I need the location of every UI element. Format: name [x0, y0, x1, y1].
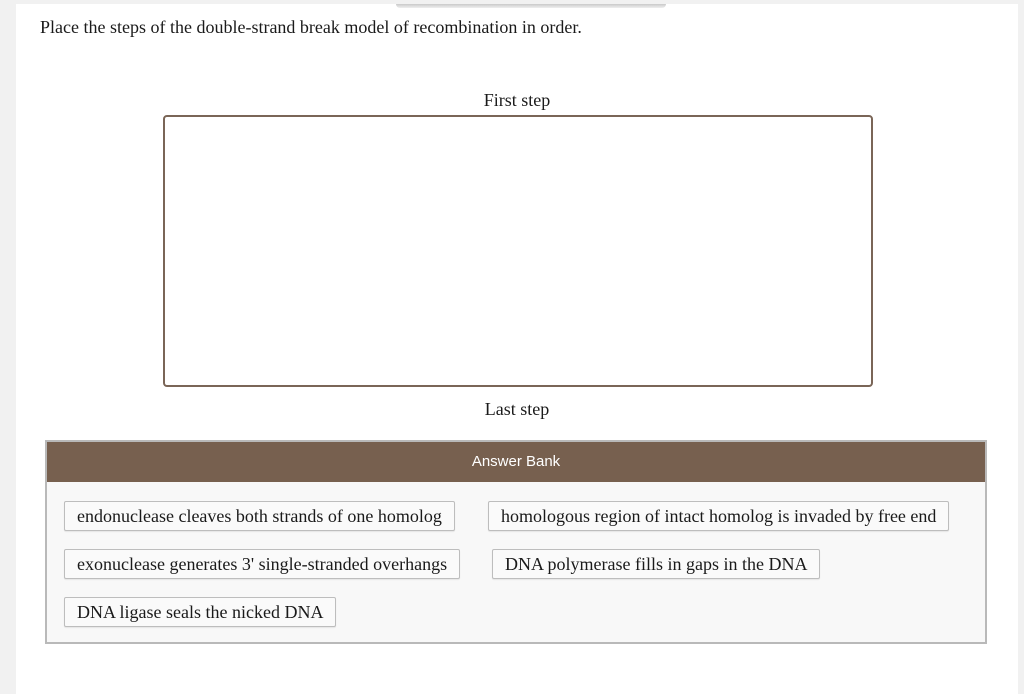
ordering-drop-zone[interactable] — [163, 115, 873, 387]
answer-chip-exonuclease[interactable]: exonuclease generates 3' single-stranded overhangs — [64, 549, 460, 579]
top-tab-shadow — [396, 4, 666, 8]
answer-chip-strand-invasion[interactable]: homologous region of intact homolog is invaded by free end — [488, 501, 949, 531]
first-step-label: First step — [483, 90, 551, 110]
answer-chip-endonuclease[interactable]: endonuclease cleaves both strands of one homolog — [64, 501, 455, 531]
answer-bank — [45, 440, 987, 644]
answer-chip-dna-ligase[interactable]: DNA ligase seals the nicked DNA — [64, 597, 336, 627]
last-step-label: Last step — [484, 399, 550, 419]
answer-bank-title: Answer Bank — [47, 442, 985, 482]
answer-chip-dna-polymerase[interactable]: DNA polymerase fills in gaps in the DNA — [492, 549, 820, 579]
question-prompt: Place the steps of the double-strand break model of recombination in order. — [40, 17, 582, 37]
